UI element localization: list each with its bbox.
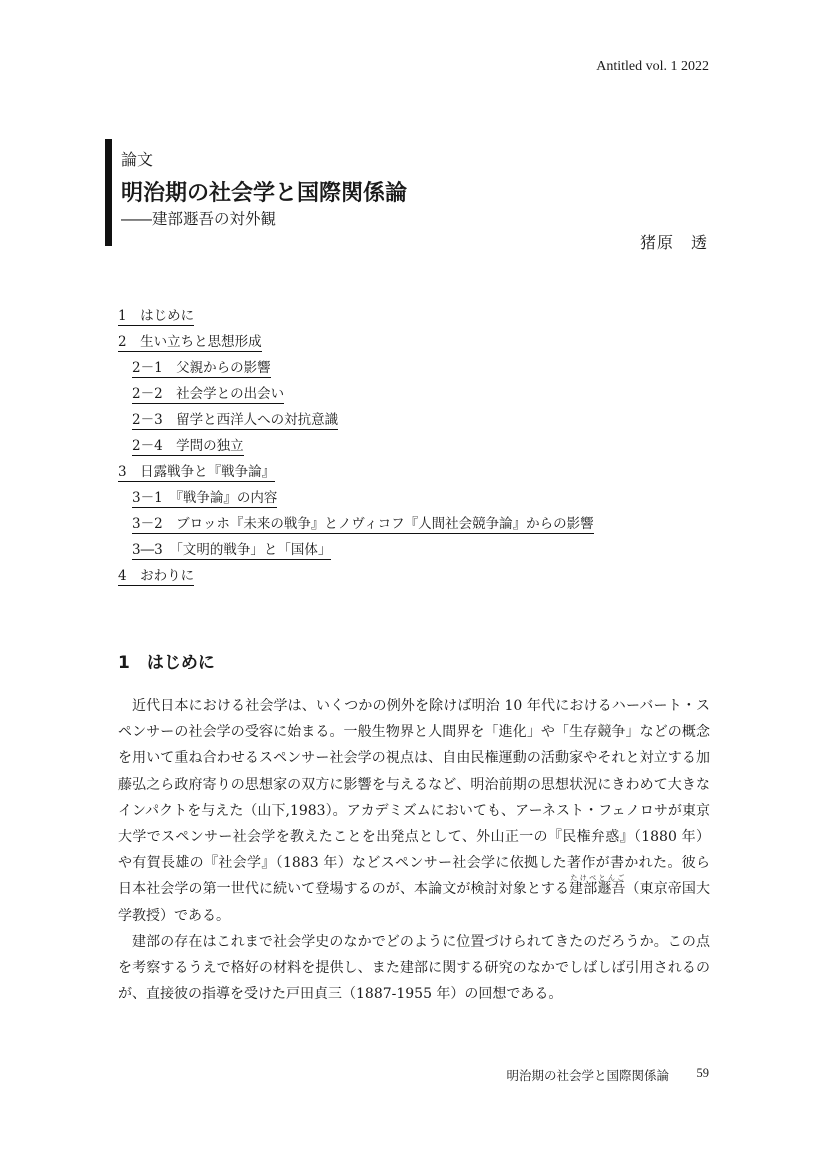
toc-item[interactable]: 1 はじめに <box>118 308 195 324</box>
author-name: 猪原 透 <box>639 233 708 252</box>
toc-item[interactable]: 3－2 ブロッホ『未来の戦争』とノヴィコフ『人間社会競争論』からの影響 <box>132 516 594 532</box>
section-heading: 1 はじめに <box>118 653 215 673</box>
toc-item[interactable]: 4 おわりに <box>118 568 195 584</box>
toc-item[interactable]: 2－4 学問の独立 <box>132 438 244 454</box>
toc-item[interactable]: 2－3 留学と西洋人への対抗意識 <box>132 412 339 428</box>
ruby-name: 建部遯吾たけべとんご <box>569 874 626 898</box>
table-of-contents <box>118 308 594 594</box>
toc-item[interactable]: 2 生い立ちと思想形成 <box>118 334 262 350</box>
toc-item[interactable]: 3 日露戦争と『戦争論』 <box>118 464 276 480</box>
page-number: 59 <box>696 1066 709 1080</box>
article-subtitle: ――建部遯吾の対外観 <box>121 210 277 228</box>
article-title: 明治期の社会学と国際関係論 <box>121 181 408 206</box>
article-category: 論文 <box>121 150 154 169</box>
journal-header: Antitled vol. 1 2022 <box>596 59 709 74</box>
toc-item[interactable]: 3－1 『戦争論』の内容 <box>132 490 278 506</box>
paragraph: 建部の存在はこれまで社会学史のなかでどのように位置づけられてきたのだろうか。この点を考察するうえで格好の材料を提供し、また建部に関する研究のなかでしばしば引用されるのが、直接彼の指導を受けた戸田貞三（1887-1955 年）の回想である。 <box>118 933 710 1003</box>
body-text <box>118 693 710 1007</box>
running-title: 明治期の社会学と国際関係論 <box>506 1068 669 1083</box>
title-block <box>105 139 721 246</box>
toc-item[interactable]: 2－2 社会学との出会い <box>132 386 285 402</box>
paragraph: 近代日本における社会学は、いくつかの例外を除けば明治 10 年代におけるハーバート・スペンサーの社会学の受容に始まる。一般生物界と人間界を「進化」や「生存競争」などの概念を用いて重ね合わせるスペンサー社会学の視点は、自由民権運動の活動家やそれと対立する加藤弘之ら政府寄りの思想家の双方に影響を与えるなど、明治前期の思想状況にきわめて大きなインパクトを与えた（山下,1983）。アカデミズムにおいても、アーネスト・フェノロサが東京大学でスペンサー社会学を教えたことを出発点として、外山正一の『民権弁惑』（1880 年）や有賀長雄の『社会学』（1883 年）などスペンサー社会学に依拠した著作が書かれた。彼ら日本社会学の第一世代に続いて登場するのが、本論文が検討対象とする建部遯吾たけべとんご（東京帝国大学教授）である。 <box>118 698 711 924</box>
toc-item[interactable]: 2－1 父親からの影響 <box>132 360 271 376</box>
toc-item[interactable]: 3―3 「文明的戦争」と「国体」 <box>132 542 332 558</box>
